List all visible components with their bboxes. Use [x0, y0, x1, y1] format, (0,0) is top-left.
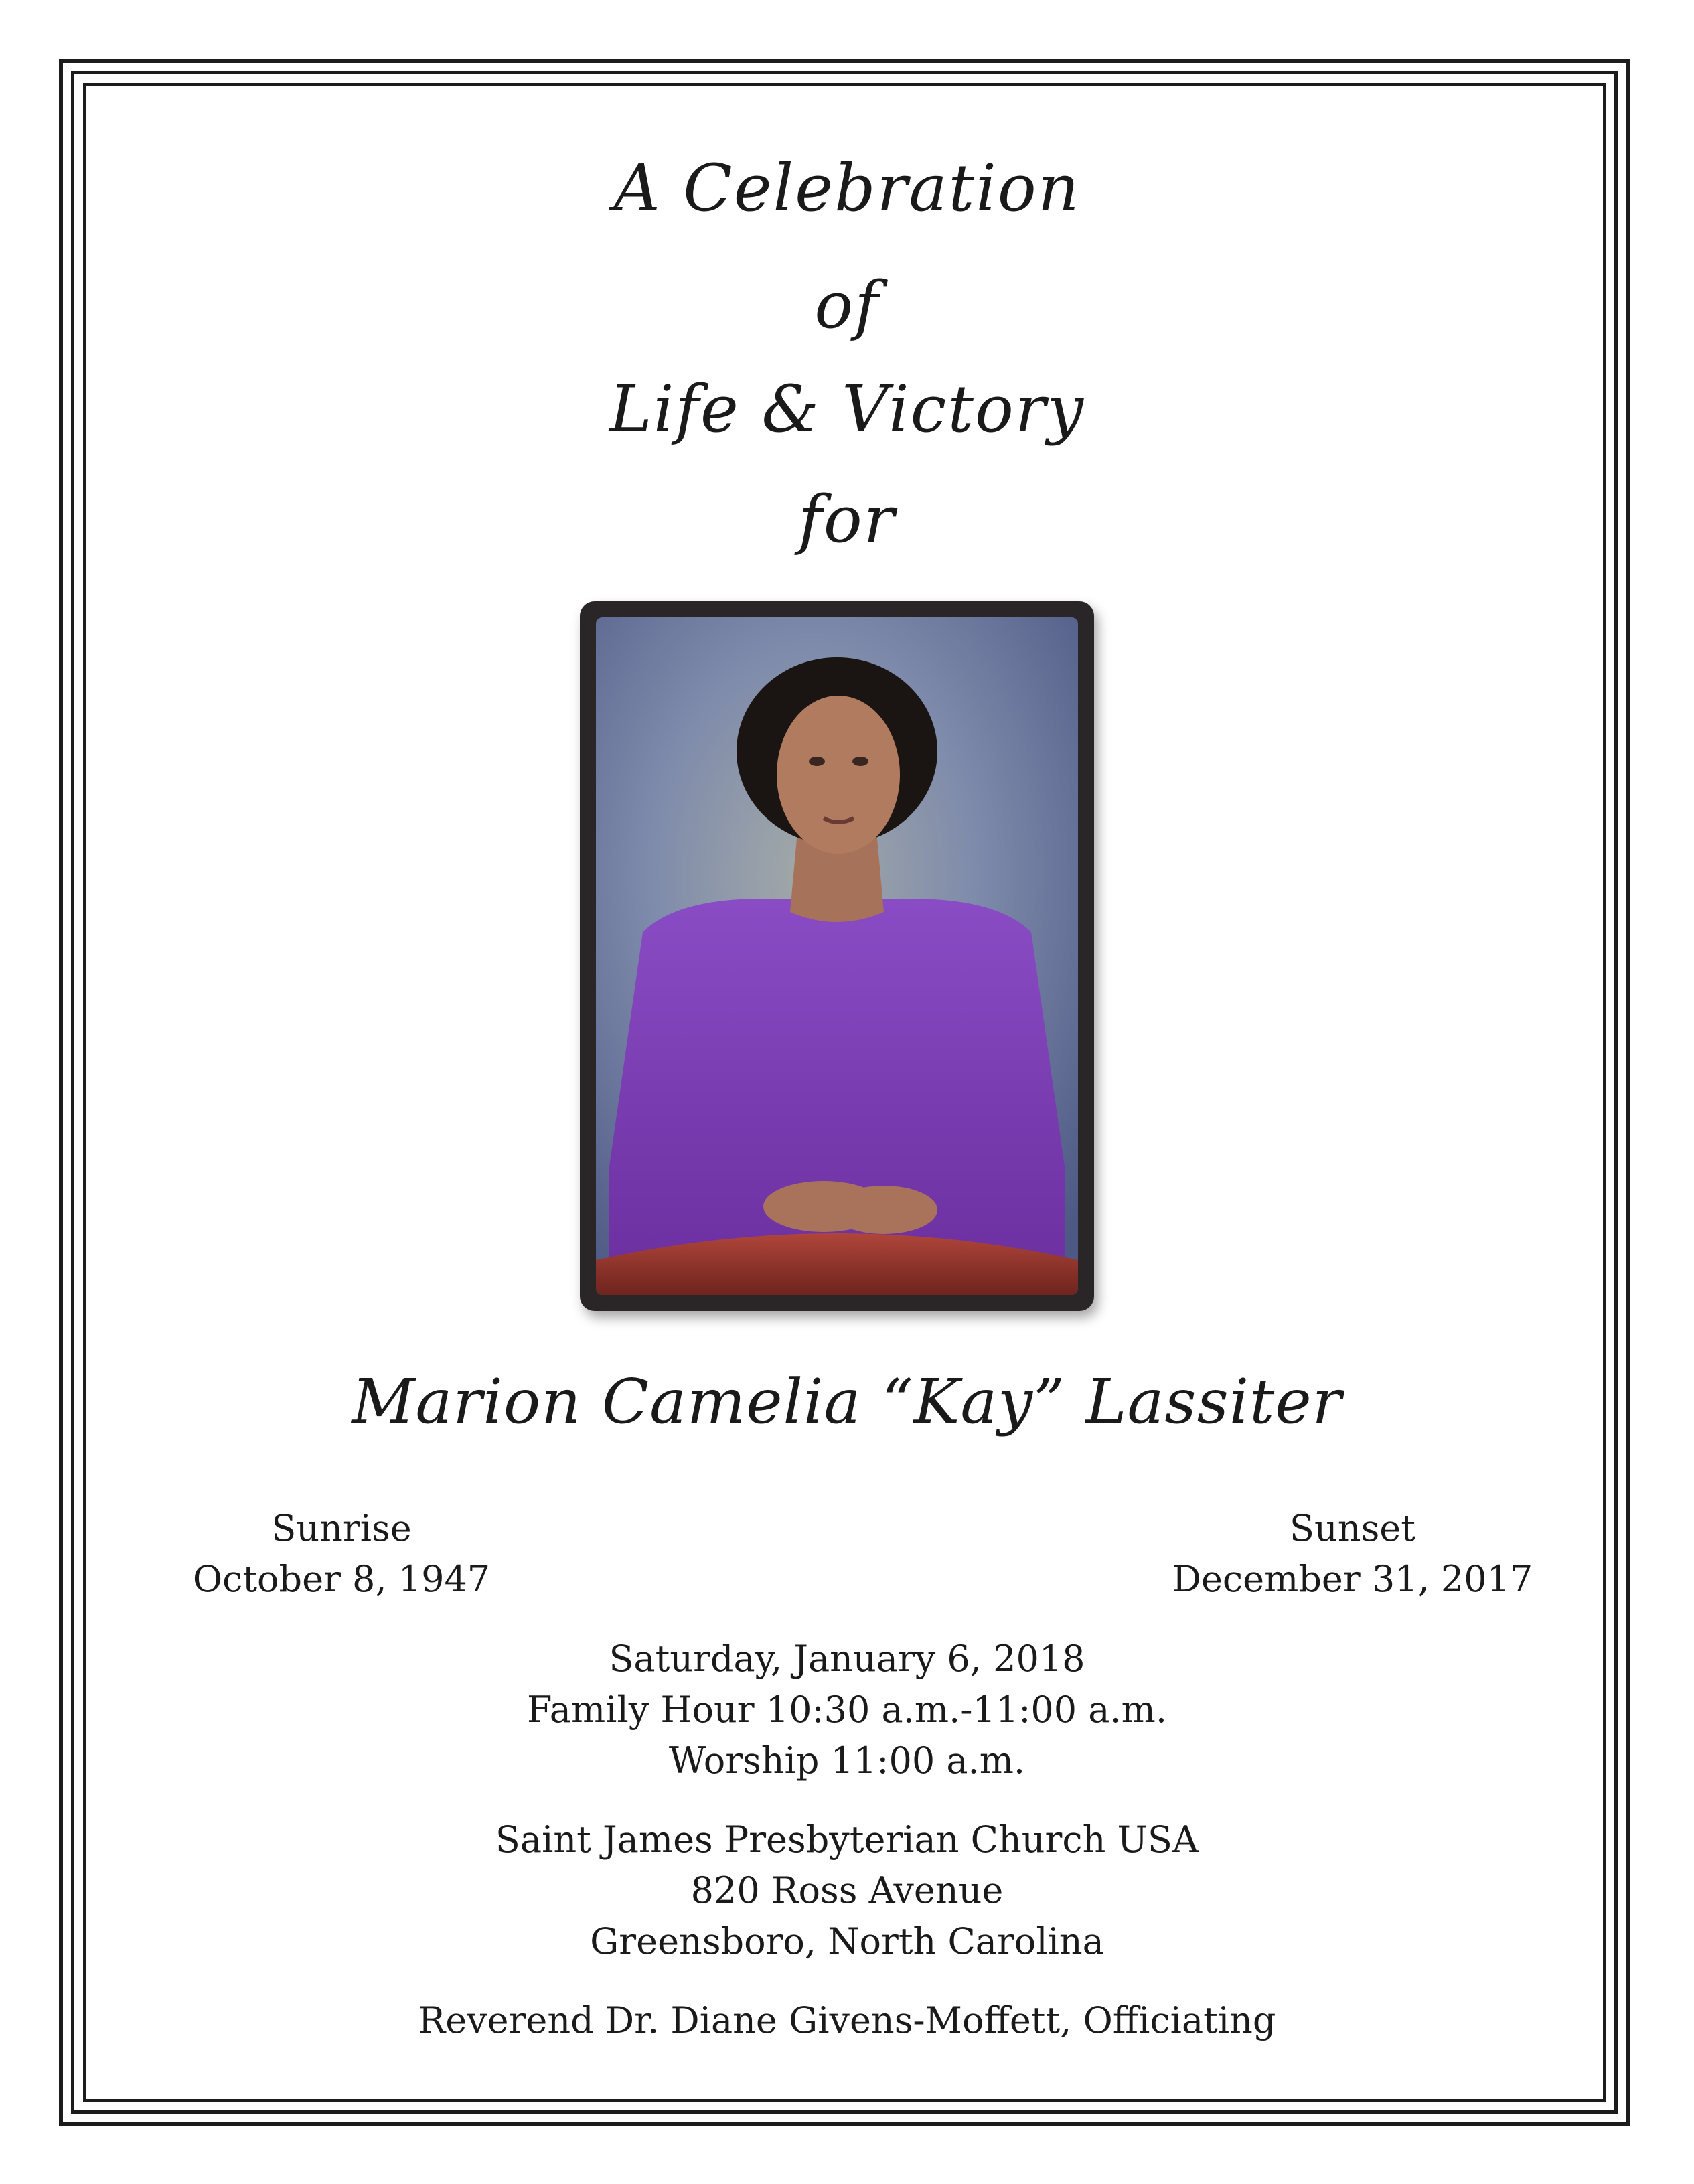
- service-details: [0, 1634, 1694, 1786]
- service-date: Saturday, January 6, 2018: [609, 1638, 1085, 1680]
- portrait-photo: [596, 617, 1078, 1295]
- heading-line-3: Life & Victory: [609, 372, 1085, 447]
- location-details: [0, 1814, 1694, 1967]
- family-hour: Family Hour 10:30 a.m.-11:00 a.m.: [526, 1689, 1168, 1731]
- sunrise-date: October 8, 1947: [192, 1558, 491, 1600]
- sunrise-label: Sunrise: [271, 1507, 412, 1549]
- city-state: Greensboro, North Carolina: [590, 1920, 1104, 1962]
- worship-time: Worship 11:00 a.m.: [668, 1739, 1026, 1782]
- portrait-illustration: [596, 617, 1078, 1295]
- deceased-name: Marion Camelia “Kay” Lassiter: [352, 1366, 1342, 1437]
- heading-line-1: A Celebration: [613, 151, 1081, 226]
- sunset-block: [1165, 1503, 1540, 1605]
- portrait-frame: [580, 601, 1094, 1311]
- sunrise-block: [187, 1503, 495, 1605]
- heading-line-4: for: [798, 482, 896, 557]
- street-address: 820 Ross Avenue: [690, 1869, 1004, 1912]
- sunset-label: Sunset: [1290, 1507, 1415, 1549]
- church-name: Saint James Presbyterian Church USA: [495, 1818, 1199, 1861]
- heading-line-2: of: [814, 268, 880, 343]
- sunset-date: December 31, 2017: [1172, 1558, 1533, 1600]
- officiant: Reverend Dr. Diane Givens-Moffett, Officiating: [418, 1999, 1276, 2041]
